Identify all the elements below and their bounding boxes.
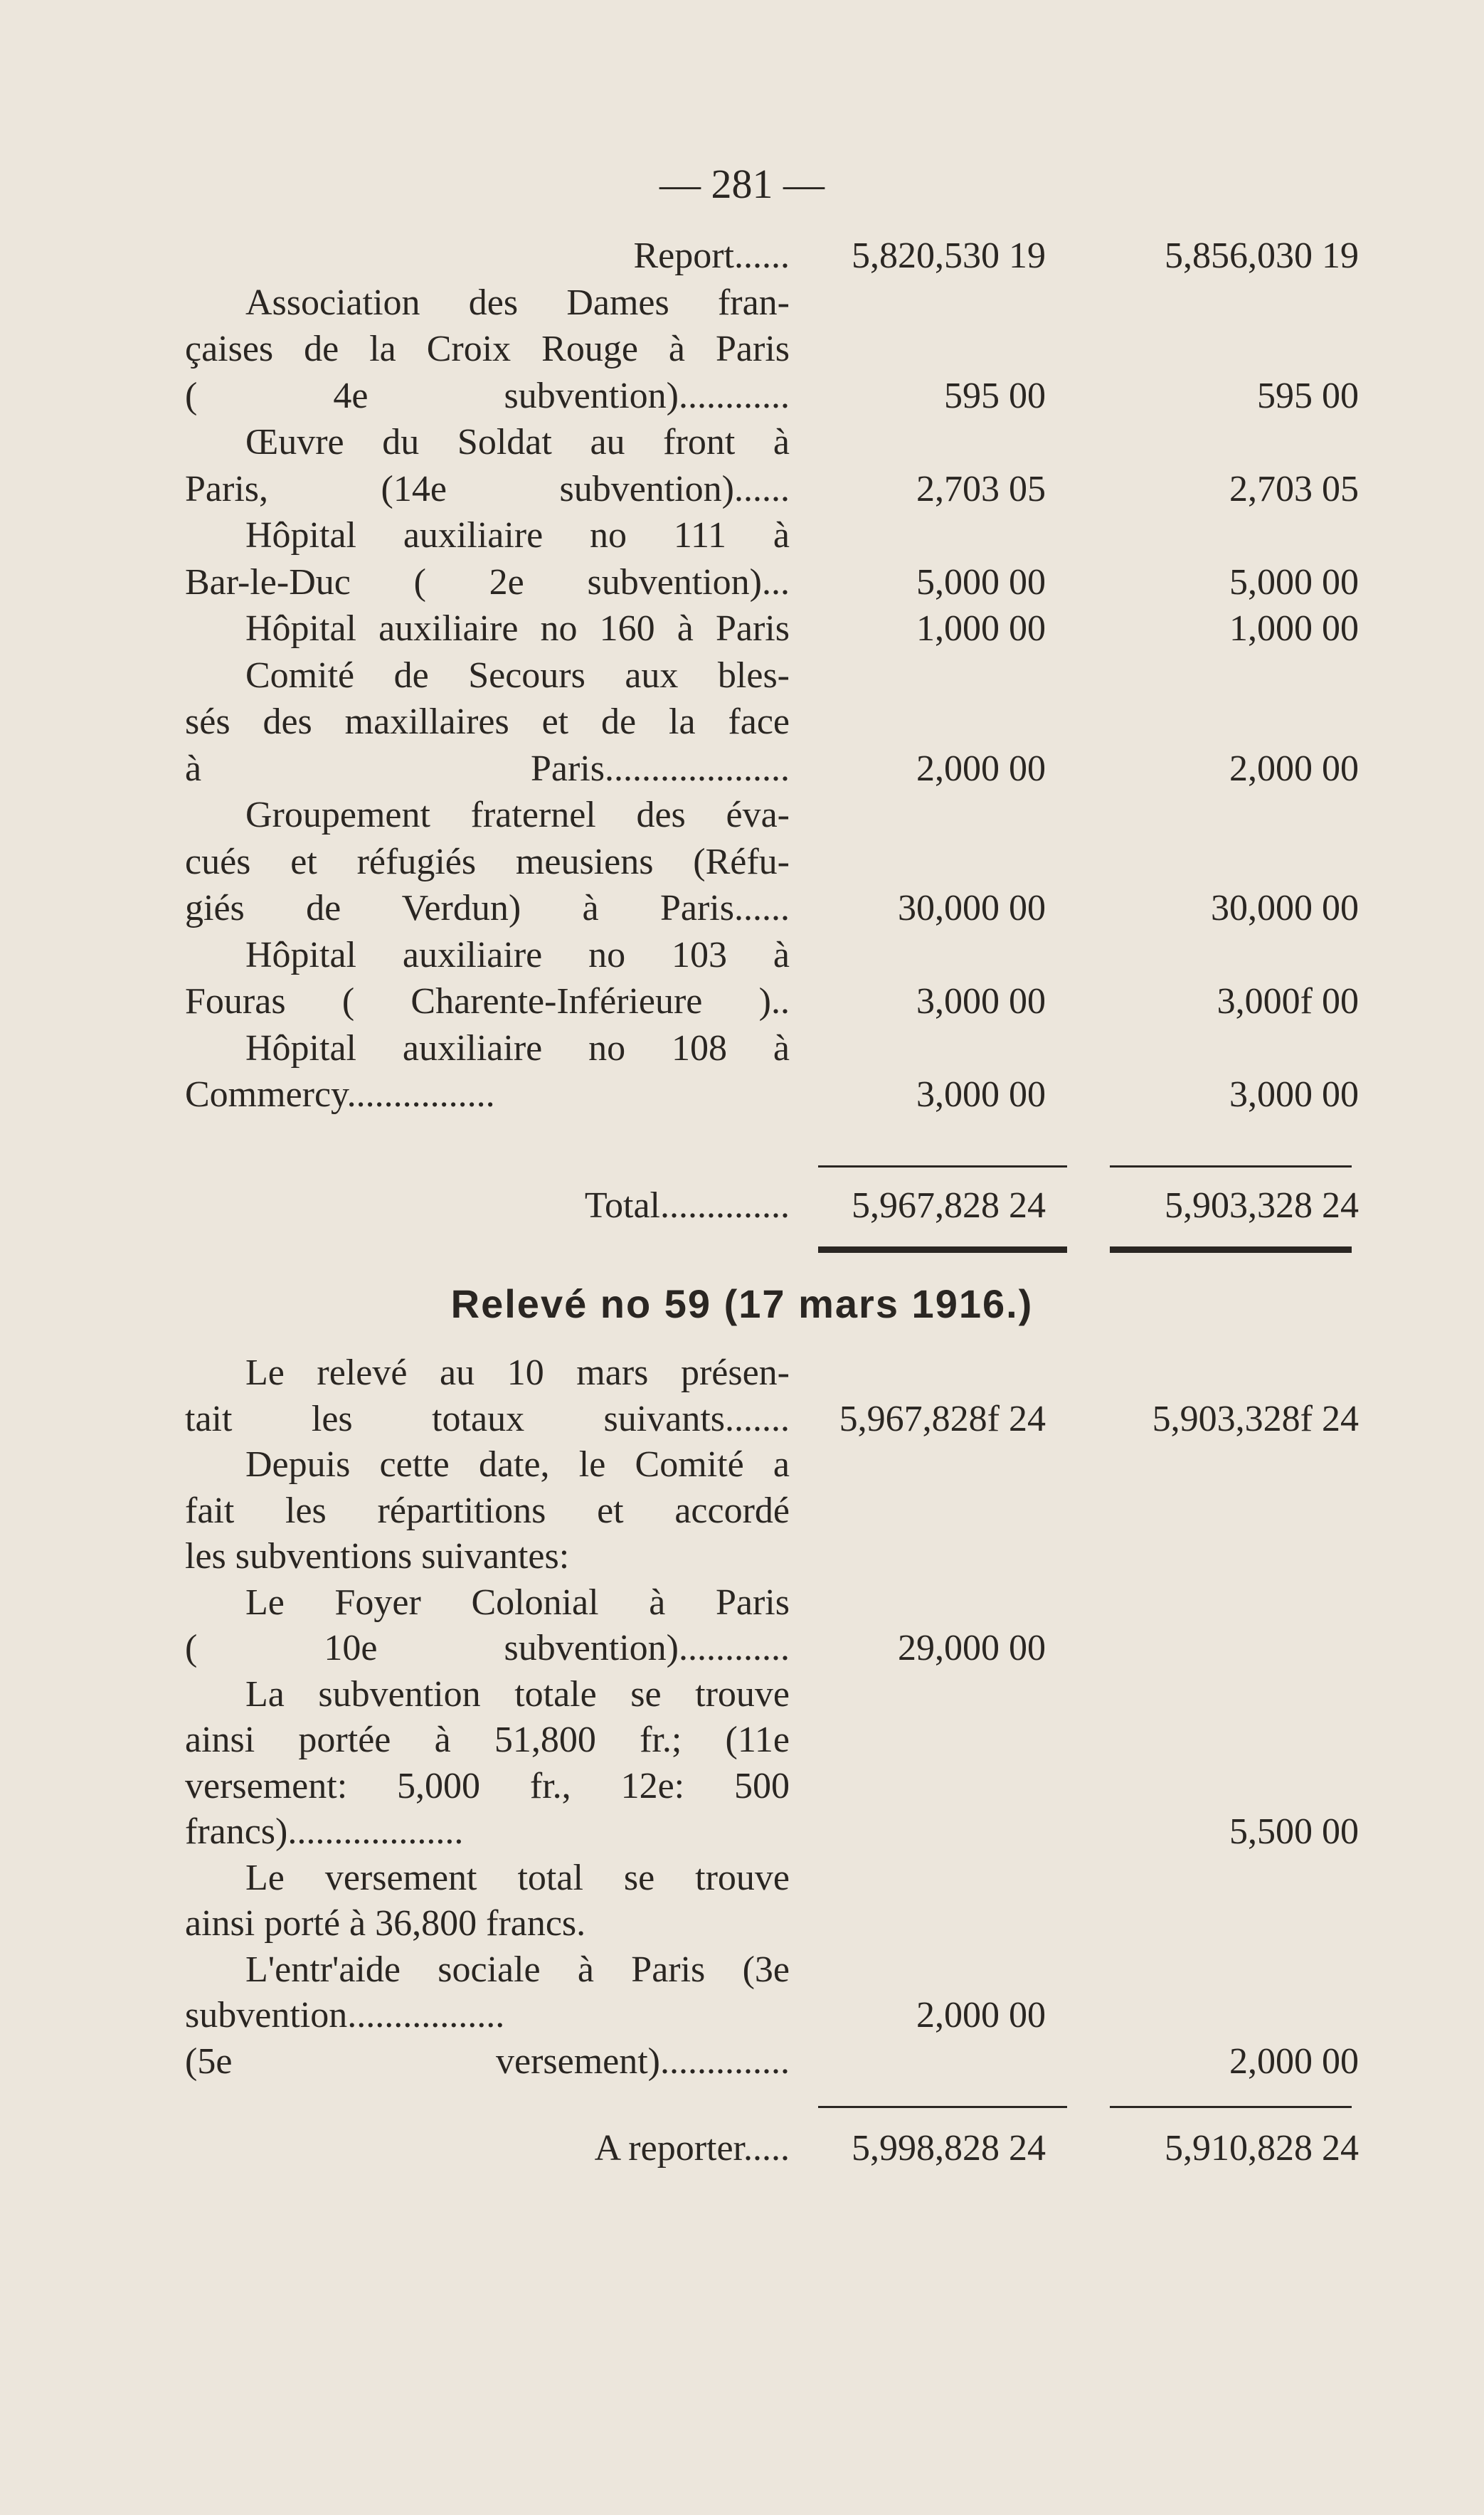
ledger-row <box>185 1394 1366 1444</box>
row-label: cués et réfugiés meusiens (Réfu- <box>185 841 790 882</box>
ledger-row <box>185 1024 1366 1074</box>
total-rule-col2 <box>1110 1165 1352 1168</box>
row-label: fait les répartitions et accordé <box>185 1490 790 1531</box>
ledger-row <box>185 324 1366 374</box>
row-col2: 595 00 <box>1257 375 1359 416</box>
ledger-row <box>185 931 1366 980</box>
row-col1: 595 00 <box>944 375 1046 416</box>
ledger-row <box>185 790 1366 840</box>
row-label: Le versement total se trouve <box>245 1857 790 1898</box>
carry-col2: 5,910,828 24 <box>1165 2128 1359 2169</box>
carry-col1: 5,998,828 24 <box>852 2128 1046 2169</box>
row-label: ainsi portée à 51,800 fr.; (11e <box>185 1720 790 1760</box>
row-label: Association des Dames fran- <box>245 282 790 323</box>
ledger-row <box>185 1070 1366 1120</box>
row-label: francs)................... <box>185 1811 464 1852</box>
row-col2: 2,703 05 <box>1229 468 1359 509</box>
ledger-row <box>185 1624 1366 1673</box>
row-label: Paris, (14e subvention)...... <box>185 468 790 509</box>
row-col1: 2,000 00 <box>916 1995 1046 2035</box>
row-col2: 5,903,328f 24 <box>1152 1398 1359 1439</box>
ledger-row <box>185 278 1366 328</box>
row-label: ainsi porté à 36,800 francs. <box>185 1903 586 1944</box>
row-col2: 3,000f 00 <box>1217 981 1359 1022</box>
row-col2: 2,000 00 <box>1229 748 1359 789</box>
total-col2: 5,903,328 24 <box>1165 1185 1359 1226</box>
row-label: Comité de Secours aux bles- <box>245 655 790 696</box>
carry-rule-col2 <box>1110 2106 1352 2108</box>
row-col1: 3,000 00 <box>916 1074 1046 1115</box>
ledger-row <box>185 1899 1366 1949</box>
ledger-row <box>185 2037 1366 2087</box>
row-label: Hôpital auxiliaire no 103 à <box>245 934 790 975</box>
ledger-row <box>185 1440 1366 1490</box>
row-col2: 30,000 00 <box>1211 888 1359 928</box>
row-label: ( 4e subvention)............ <box>185 375 790 416</box>
ledger-row <box>185 651 1366 701</box>
ledger-row <box>185 1991 1366 2040</box>
row-label: les subventions suivantes: <box>185 1536 570 1577</box>
ledger-row <box>185 418 1366 467</box>
row-label: Commercy................ <box>185 1074 495 1115</box>
ledger-row <box>185 1945 1366 1995</box>
section-heading: Relevé no 59 (17 mars 1916.) <box>450 1281 1034 1326</box>
ledger-row <box>185 231 1366 281</box>
page-number: — 281 — <box>659 161 825 207</box>
ledger-row <box>185 1853 1366 1903</box>
carry-label: A reporter..... <box>594 2128 790 2169</box>
row-label: Hôpital auxiliaire no 160 à Paris <box>245 608 790 649</box>
total-double-rule-col1 <box>818 1246 1067 1253</box>
row-col2: 3,000 00 <box>1229 1074 1359 1115</box>
row-col1: 2,703 05 <box>916 468 1046 509</box>
ledger-row <box>185 604 1366 654</box>
row-col1: 5,820,530 19 <box>852 235 1046 276</box>
row-col1: 5,967,828f 24 <box>839 1398 1046 1439</box>
row-label: (5e versement).............. <box>185 2040 790 2082</box>
row-col2: 2,000 00 <box>1229 2040 1359 2082</box>
row-label: sés des maxillaires et de la face <box>185 701 790 742</box>
row-label: Report...... <box>633 235 790 276</box>
ledger-row <box>185 697 1366 747</box>
row-col1: 5,000 00 <box>916 561 1046 603</box>
ledger-row <box>185 1762 1366 1811</box>
ledger-row <box>185 465 1366 514</box>
row-col2: 5,856,030 19 <box>1165 235 1359 276</box>
row-label: subvention................. <box>185 1995 505 2035</box>
ledger-row <box>185 371 1366 421</box>
row-col1: 3,000 00 <box>916 981 1046 1022</box>
row-label: giés de Verdun) à Paris...... <box>185 888 790 928</box>
row-col1: 30,000 00 <box>898 888 1046 928</box>
row-label: tait les totaux suivants....... <box>185 1398 790 1439</box>
row-label: Le Foyer Colonial à Paris <box>245 1582 790 1623</box>
ledger-row <box>185 558 1366 608</box>
row-label: Hôpital auxiliaire no 111 à <box>245 515 790 556</box>
row-label: Œuvre du Soldat au front à <box>245 422 790 462</box>
row-col2: 1,000 00 <box>1229 608 1359 649</box>
ledger-row <box>185 744 1366 794</box>
ledger-row <box>185 1578 1366 1628</box>
row-label: Hôpital auxiliaire no 108 à <box>245 1027 790 1069</box>
ledger-row <box>185 1348 1366 1398</box>
ledger-row <box>185 884 1366 933</box>
row-label: Fouras ( Charente-Inférieure ).. <box>185 981 790 1022</box>
total-double-rule-col2 <box>1110 1246 1352 1253</box>
row-label: Bar-le-Duc ( 2e subvention)... <box>185 561 790 603</box>
ledger-row <box>185 837 1366 887</box>
row-label: versement: 5,000 fr., 12e: 500 <box>185 1765 790 1806</box>
carry-row <box>185 2124 1366 2174</box>
total-label: Total.............. <box>584 1185 790 1226</box>
row-label: Le relevé au 10 mars présen- <box>245 1352 790 1393</box>
ledger-row <box>185 977 1366 1027</box>
ledger-row <box>185 1532 1366 1582</box>
row-col2: 5,000 00 <box>1229 561 1359 603</box>
ledger-row <box>185 1670 1366 1720</box>
row-col2: 5,500 00 <box>1229 1811 1359 1852</box>
row-label: L'entr'aide sociale à Paris (3e <box>245 1949 790 1990</box>
ledger-row <box>185 1807 1366 1857</box>
carry-rule-col1 <box>818 2106 1067 2108</box>
row-col1: 1,000 00 <box>916 608 1046 649</box>
row-label: çaises de la Croix Rouge à Paris <box>185 329 790 369</box>
row-label: à Paris.................... <box>185 748 790 789</box>
ledger-row <box>185 1715 1366 1765</box>
total-row <box>185 1181 1366 1231</box>
total-rule-col1 <box>818 1165 1067 1168</box>
row-col1: 2,000 00 <box>916 748 1046 789</box>
total-col1: 5,967,828 24 <box>852 1185 1046 1226</box>
ledger-row <box>185 1486 1366 1536</box>
row-col1: 29,000 00 <box>898 1628 1046 1668</box>
row-label: ( 10e subvention)............ <box>185 1628 790 1668</box>
row-label: Groupement fraternel des éva- <box>245 795 790 835</box>
ledger-row <box>185 511 1366 561</box>
row-label: Depuis cette date, le Comité a <box>245 1444 790 1485</box>
row-label: La subvention totale se trouve <box>245 1673 790 1715</box>
